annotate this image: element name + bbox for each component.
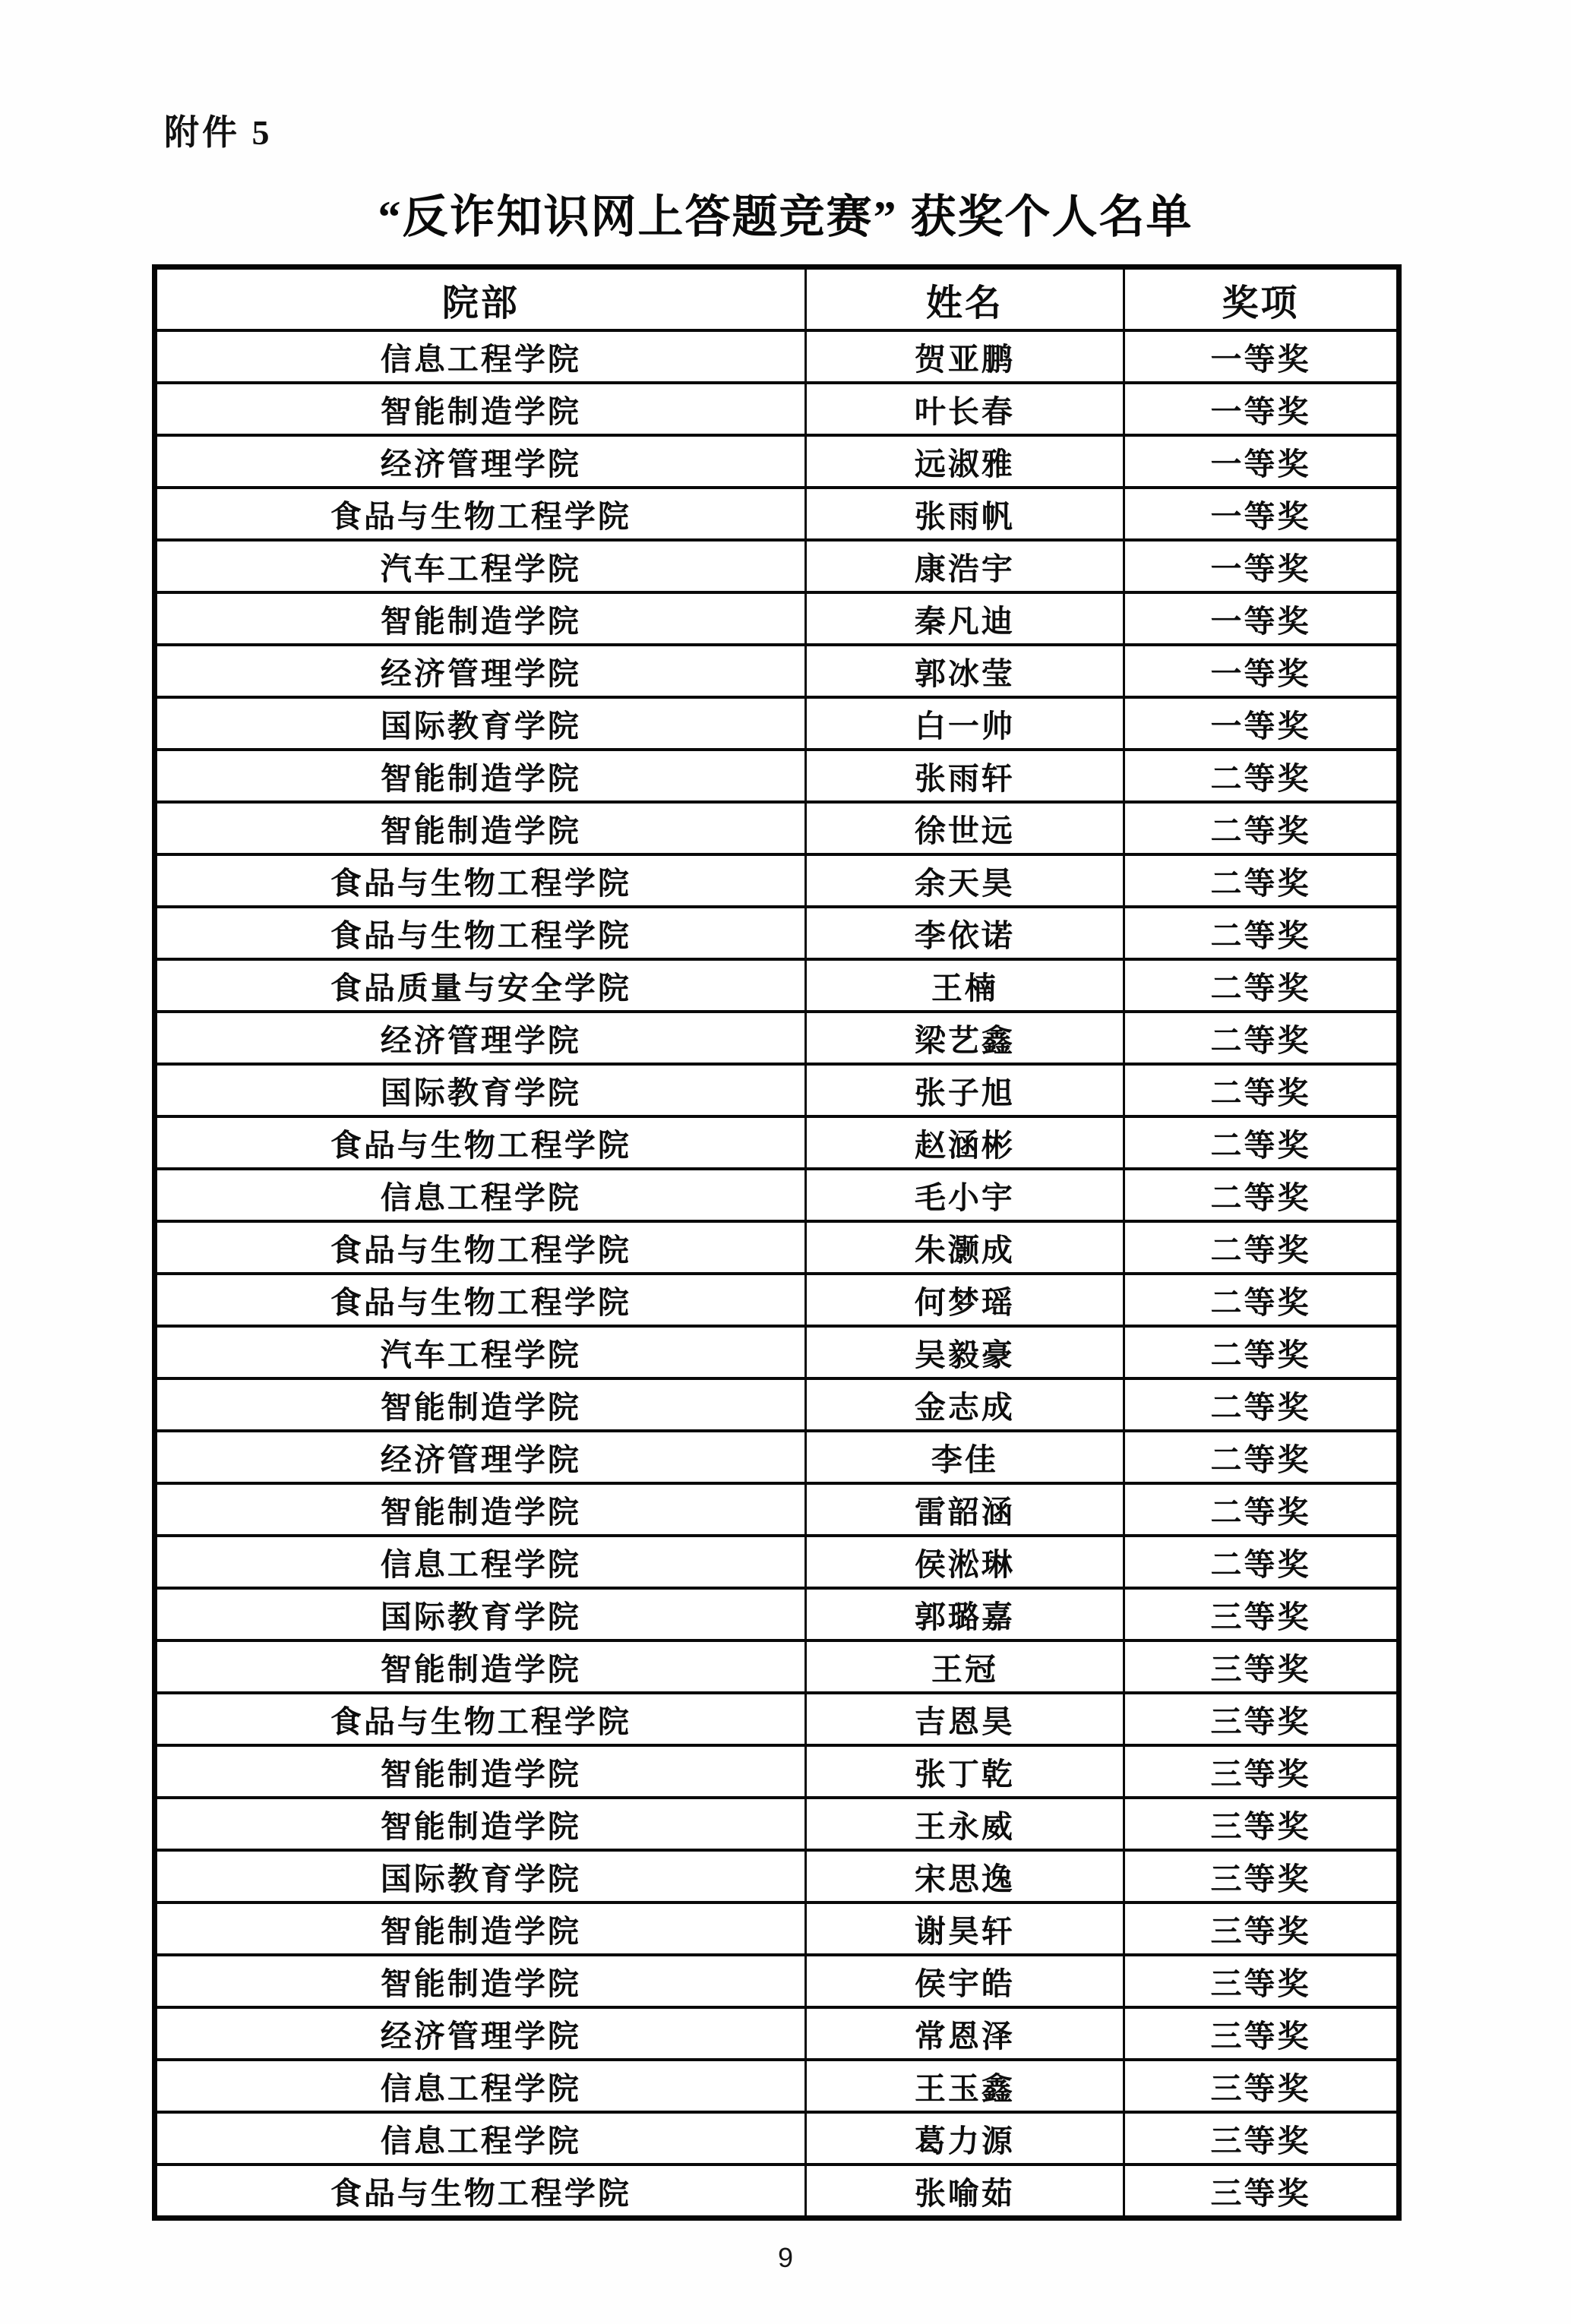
award-cell: 三等奖 bbox=[1124, 1745, 1399, 1798]
award-cell: 二等奖 bbox=[1124, 1483, 1399, 1536]
name-cell: 郭璐嘉 bbox=[805, 1588, 1124, 1640]
award-cell: 三等奖 bbox=[1124, 1798, 1399, 1850]
name-cell: 远淑雅 bbox=[805, 435, 1124, 488]
name-cell: 康浩宇 bbox=[805, 540, 1124, 592]
department-cell: 食品与生物工程学院 bbox=[155, 854, 806, 907]
table-row bbox=[155, 750, 1399, 802]
award-cell: 一等奖 bbox=[1124, 330, 1399, 383]
department-cell: 国际教育学院 bbox=[155, 697, 806, 750]
table-row bbox=[155, 1378, 1399, 1431]
table-row bbox=[155, 2112, 1399, 2165]
award-cell: 二等奖 bbox=[1124, 1012, 1399, 1064]
department-cell: 智能制造学院 bbox=[155, 1902, 806, 1955]
table-row bbox=[155, 435, 1399, 488]
award-cell: 二等奖 bbox=[1124, 1431, 1399, 1483]
name-cell: 朱灏成 bbox=[805, 1221, 1124, 1274]
award-cell: 二等奖 bbox=[1124, 854, 1399, 907]
department-cell: 经济管理学院 bbox=[155, 1431, 806, 1483]
department-cell: 信息工程学院 bbox=[155, 2112, 806, 2165]
name-cell: 徐世远 bbox=[805, 802, 1124, 854]
award-cell: 三等奖 bbox=[1124, 1640, 1399, 1693]
table-row bbox=[155, 959, 1399, 1012]
department-cell: 汽车工程学院 bbox=[155, 540, 806, 592]
table-row bbox=[155, 1640, 1399, 1693]
award-cell: 三等奖 bbox=[1124, 1693, 1399, 1745]
department-cell: 信息工程学院 bbox=[155, 330, 806, 383]
department-cell: 汽车工程学院 bbox=[155, 1326, 806, 1378]
award-cell: 三等奖 bbox=[1124, 2007, 1399, 2060]
page-number: 9 bbox=[777, 2242, 794, 2273]
name-cell: 常恩泽 bbox=[805, 2007, 1124, 2060]
department-cell: 智能制造学院 bbox=[155, 1378, 806, 1431]
name-cell: 余天昊 bbox=[805, 854, 1124, 907]
department-cell: 食品与生物工程学院 bbox=[155, 1221, 806, 1274]
department-cell: 食品与生物工程学院 bbox=[155, 1693, 806, 1745]
name-cell: 葛力源 bbox=[805, 2112, 1124, 2165]
name-cell: 雷韶涵 bbox=[805, 1483, 1124, 1536]
award-cell: 二等奖 bbox=[1124, 1169, 1399, 1221]
name-cell: 张雨轩 bbox=[805, 750, 1124, 802]
award-cell: 二等奖 bbox=[1124, 802, 1399, 854]
award-cell: 三等奖 bbox=[1124, 1588, 1399, 1640]
header-department: 院部 bbox=[155, 267, 806, 331]
department-cell: 信息工程学院 bbox=[155, 2060, 806, 2112]
award-cell: 二等奖 bbox=[1124, 1221, 1399, 1274]
table-row bbox=[155, 1536, 1399, 1588]
table-row bbox=[155, 592, 1399, 645]
name-cell: 何梦瑶 bbox=[805, 1274, 1124, 1326]
table-row bbox=[155, 1431, 1399, 1483]
name-cell: 吴毅豪 bbox=[805, 1326, 1124, 1378]
department-cell: 经济管理学院 bbox=[155, 2007, 806, 2060]
name-cell: 秦凡迪 bbox=[805, 592, 1124, 645]
department-cell: 信息工程学院 bbox=[155, 1536, 806, 1588]
name-cell: 侯淞琳 bbox=[805, 1536, 1124, 1588]
table-row bbox=[155, 1326, 1399, 1378]
award-cell: 二等奖 bbox=[1124, 1274, 1399, 1326]
table-row bbox=[155, 1274, 1399, 1326]
table-row bbox=[155, 645, 1399, 697]
table-row bbox=[155, 2007, 1399, 2060]
page-title: “反诈知识网上答题竞赛” 获奖个人名单 bbox=[378, 192, 1193, 242]
name-cell: 叶长春 bbox=[805, 383, 1124, 435]
header-name: 姓名 bbox=[805, 267, 1124, 331]
department-cell: 经济管理学院 bbox=[155, 645, 806, 697]
name-cell: 白一帅 bbox=[805, 697, 1124, 750]
award-cell: 三等奖 bbox=[1124, 2112, 1399, 2165]
name-cell: 李佳 bbox=[805, 1431, 1124, 1483]
name-cell: 李依诺 bbox=[805, 907, 1124, 959]
table-row bbox=[155, 1116, 1399, 1169]
table-row bbox=[155, 1902, 1399, 1955]
name-cell: 吉恩昊 bbox=[805, 1693, 1124, 1745]
table-row bbox=[155, 1693, 1399, 1745]
department-cell: 智能制造学院 bbox=[155, 1640, 806, 1693]
award-cell: 二等奖 bbox=[1124, 907, 1399, 959]
name-cell: 张喻茹 bbox=[805, 2165, 1124, 2218]
department-cell: 信息工程学院 bbox=[155, 1169, 806, 1221]
table-row bbox=[155, 1483, 1399, 1536]
table-row bbox=[155, 1012, 1399, 1064]
name-cell: 张子旭 bbox=[805, 1064, 1124, 1116]
table-row bbox=[155, 1798, 1399, 1850]
name-cell: 赵涵彬 bbox=[805, 1116, 1124, 1169]
award-cell: 二等奖 bbox=[1124, 1536, 1399, 1588]
name-cell: 张雨帆 bbox=[805, 488, 1124, 540]
award-table bbox=[152, 264, 1402, 2221]
name-cell: 王永威 bbox=[805, 1798, 1124, 1850]
table-row bbox=[155, 1745, 1399, 1798]
department-cell: 智能制造学院 bbox=[155, 383, 806, 435]
name-cell: 毛小宇 bbox=[805, 1169, 1124, 1221]
name-cell: 王玉鑫 bbox=[805, 2060, 1124, 2112]
department-cell: 食品与生物工程学院 bbox=[155, 2165, 806, 2218]
department-cell: 国际教育学院 bbox=[155, 1064, 806, 1116]
department-cell: 食品与生物工程学院 bbox=[155, 1116, 806, 1169]
department-cell: 智能制造学院 bbox=[155, 1955, 806, 2007]
name-cell: 宋思逸 bbox=[805, 1850, 1124, 1902]
department-cell: 食品与生物工程学院 bbox=[155, 488, 806, 540]
award-cell: 二等奖 bbox=[1124, 1378, 1399, 1431]
award-cell: 一等奖 bbox=[1124, 488, 1399, 540]
name-cell: 郭冰莹 bbox=[805, 645, 1124, 697]
name-cell: 金志成 bbox=[805, 1378, 1124, 1431]
name-cell: 梁艺鑫 bbox=[805, 1012, 1124, 1064]
department-cell: 智能制造学院 bbox=[155, 750, 806, 802]
table-row bbox=[155, 1850, 1399, 1902]
award-cell: 三等奖 bbox=[1124, 1902, 1399, 1955]
award-table-header bbox=[155, 267, 1399, 331]
table-row bbox=[155, 383, 1399, 435]
department-cell: 智能制造学院 bbox=[155, 802, 806, 854]
name-cell: 贺亚鹏 bbox=[805, 330, 1124, 383]
name-cell: 王冠 bbox=[805, 1640, 1124, 1693]
name-cell: 王楠 bbox=[805, 959, 1124, 1012]
table-row bbox=[155, 540, 1399, 592]
award-cell: 二等奖 bbox=[1124, 959, 1399, 1012]
award-cell: 二等奖 bbox=[1124, 1116, 1399, 1169]
award-cell: 二等奖 bbox=[1124, 750, 1399, 802]
award-cell: 一等奖 bbox=[1124, 592, 1399, 645]
attachment-label: 附件 5 bbox=[164, 113, 273, 152]
table-row bbox=[155, 1064, 1399, 1116]
table-row bbox=[155, 488, 1399, 540]
header-award: 奖项 bbox=[1124, 267, 1399, 331]
department-cell: 食品与生物工程学院 bbox=[155, 1274, 806, 1326]
department-cell: 经济管理学院 bbox=[155, 435, 806, 488]
table-row bbox=[155, 854, 1399, 907]
department-cell: 经济管理学院 bbox=[155, 1012, 806, 1064]
department-cell: 国际教育学院 bbox=[155, 1588, 806, 1640]
department-cell: 食品与生物工程学院 bbox=[155, 907, 806, 959]
award-cell: 三等奖 bbox=[1124, 1955, 1399, 2007]
name-cell: 侯宇皓 bbox=[805, 1955, 1124, 2007]
table-row bbox=[155, 2165, 1399, 2218]
award-cell: 一等奖 bbox=[1124, 697, 1399, 750]
award-cell: 一等奖 bbox=[1124, 540, 1399, 592]
table-row bbox=[155, 1221, 1399, 1274]
award-table-body bbox=[155, 330, 1399, 2218]
header-row bbox=[155, 267, 1399, 331]
table-row bbox=[155, 907, 1399, 959]
table-row bbox=[155, 697, 1399, 750]
award-cell: 二等奖 bbox=[1124, 1326, 1399, 1378]
award-cell: 三等奖 bbox=[1124, 2165, 1399, 2218]
award-cell: 一等奖 bbox=[1124, 645, 1399, 697]
award-cell: 三等奖 bbox=[1124, 2060, 1399, 2112]
department-cell: 智能制造学院 bbox=[155, 1483, 806, 1536]
name-cell: 张丁乾 bbox=[805, 1745, 1124, 1798]
award-cell: 一等奖 bbox=[1124, 383, 1399, 435]
department-cell: 智能制造学院 bbox=[155, 1798, 806, 1850]
table-row bbox=[155, 1169, 1399, 1221]
department-cell: 智能制造学院 bbox=[155, 1745, 806, 1798]
award-cell: 一等奖 bbox=[1124, 435, 1399, 488]
award-cell: 三等奖 bbox=[1124, 1850, 1399, 1902]
table-row bbox=[155, 1955, 1399, 2007]
award-cell: 二等奖 bbox=[1124, 1064, 1399, 1116]
table-row bbox=[155, 802, 1399, 854]
name-cell: 谢昊轩 bbox=[805, 1902, 1124, 1955]
table-row bbox=[155, 2060, 1399, 2112]
department-cell: 智能制造学院 bbox=[155, 592, 806, 645]
table-row bbox=[155, 330, 1399, 383]
table-row bbox=[155, 1588, 1399, 1640]
department-cell: 国际教育学院 bbox=[155, 1850, 806, 1902]
department-cell: 食品质量与安全学院 bbox=[155, 959, 806, 1012]
